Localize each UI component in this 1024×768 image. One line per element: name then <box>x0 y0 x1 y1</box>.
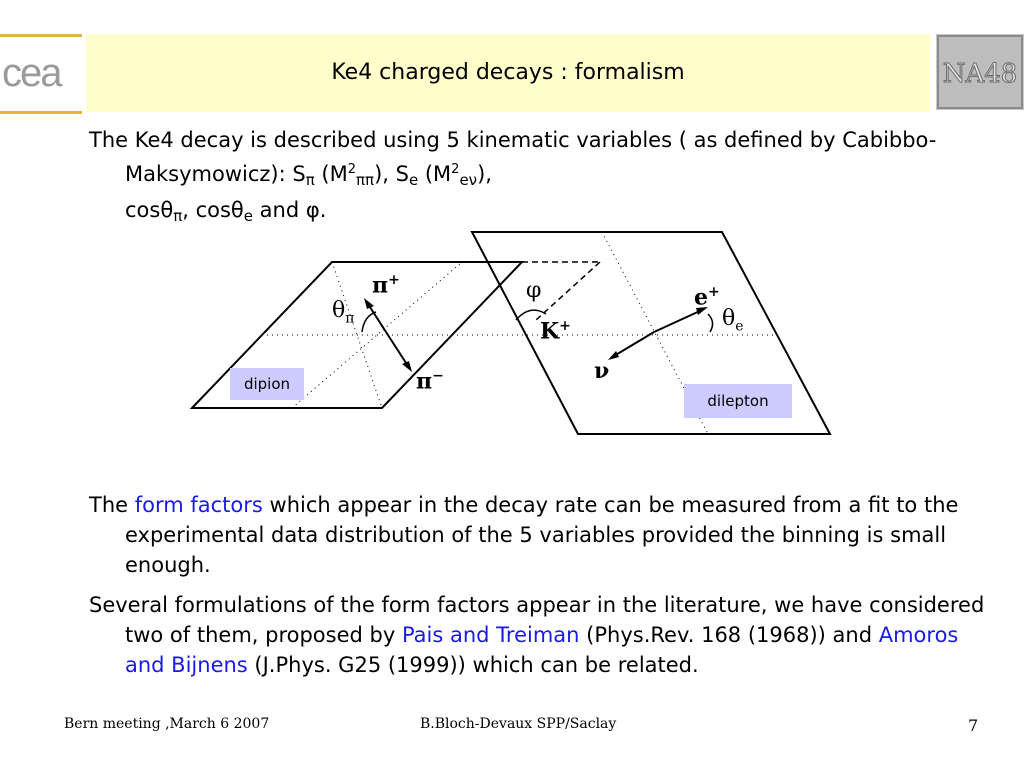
na48-logo-text: NA48 <box>942 59 1018 89</box>
form-factors-link[interactable]: form factors <box>134 493 263 517</box>
nu-arrow <box>614 332 654 356</box>
decay-plane-diagram <box>186 228 838 442</box>
footer-author: B.Bloch-Devaux SPP/Saclay <box>420 716 617 732</box>
title-bar <box>86 34 930 112</box>
pi-plus-label: π+ <box>372 272 400 299</box>
pi-minus-label: π− <box>416 368 444 395</box>
cea-logo-text: cea <box>2 51 61 95</box>
slide-title: Ke4 charged decays : formalism <box>331 59 685 85</box>
footer-meeting: Bern meeting ,March 6 2007 <box>64 716 270 732</box>
nu-label: ν <box>594 358 610 384</box>
amoros-bijnens-link[interactable]: Amoros and Bijnens <box>125 623 959 677</box>
e-plus-arrow <box>654 310 702 332</box>
cea-logo <box>0 34 82 114</box>
pi-minus-arrow <box>386 332 408 366</box>
phi-label: φ <box>526 278 542 303</box>
e-plus-label: e+ <box>694 284 720 311</box>
dilepton-tag: dilepton <box>684 384 792 418</box>
theta-e-label: $\theta_e$ <box>722 306 744 335</box>
paragraph-formulations: Several formulations of the form factors appear in the literature, we have considered two of them, proposed by Pais and Treiman (Phys.Rev. 168 (1968)) and Amoros and Bijnens (J.Phys. G25 (1999)) which can be related. <box>89 593 985 677</box>
kaon-label: K+ <box>540 318 571 345</box>
paragraph-form-factors: The form factors which appear in the decay rate can be measured from a fit to the experimental data distribution of the 5 variables provided the binning is small enough. <box>89 493 959 577</box>
theta-pi-label: $\theta_\pi$ <box>332 298 355 327</box>
pais-treiman-link[interactable]: Pais and Treiman <box>401 623 580 647</box>
na48-logo <box>936 34 1024 110</box>
pi-plus-arrow <box>368 304 386 332</box>
dipion-tag: dipion <box>230 368 304 400</box>
paragraph-kinematics: The Ke4 decay is described using 5 kinematic variables ( as defined by Cabibbo-Maksymowicz): Sπ $(M^2\pi\pi)$, Se $(M^2e\nu)$, cosθπ, cosθe and φ. <box>89 128 937 225</box>
page-number: 7 <box>968 716 979 735</box>
